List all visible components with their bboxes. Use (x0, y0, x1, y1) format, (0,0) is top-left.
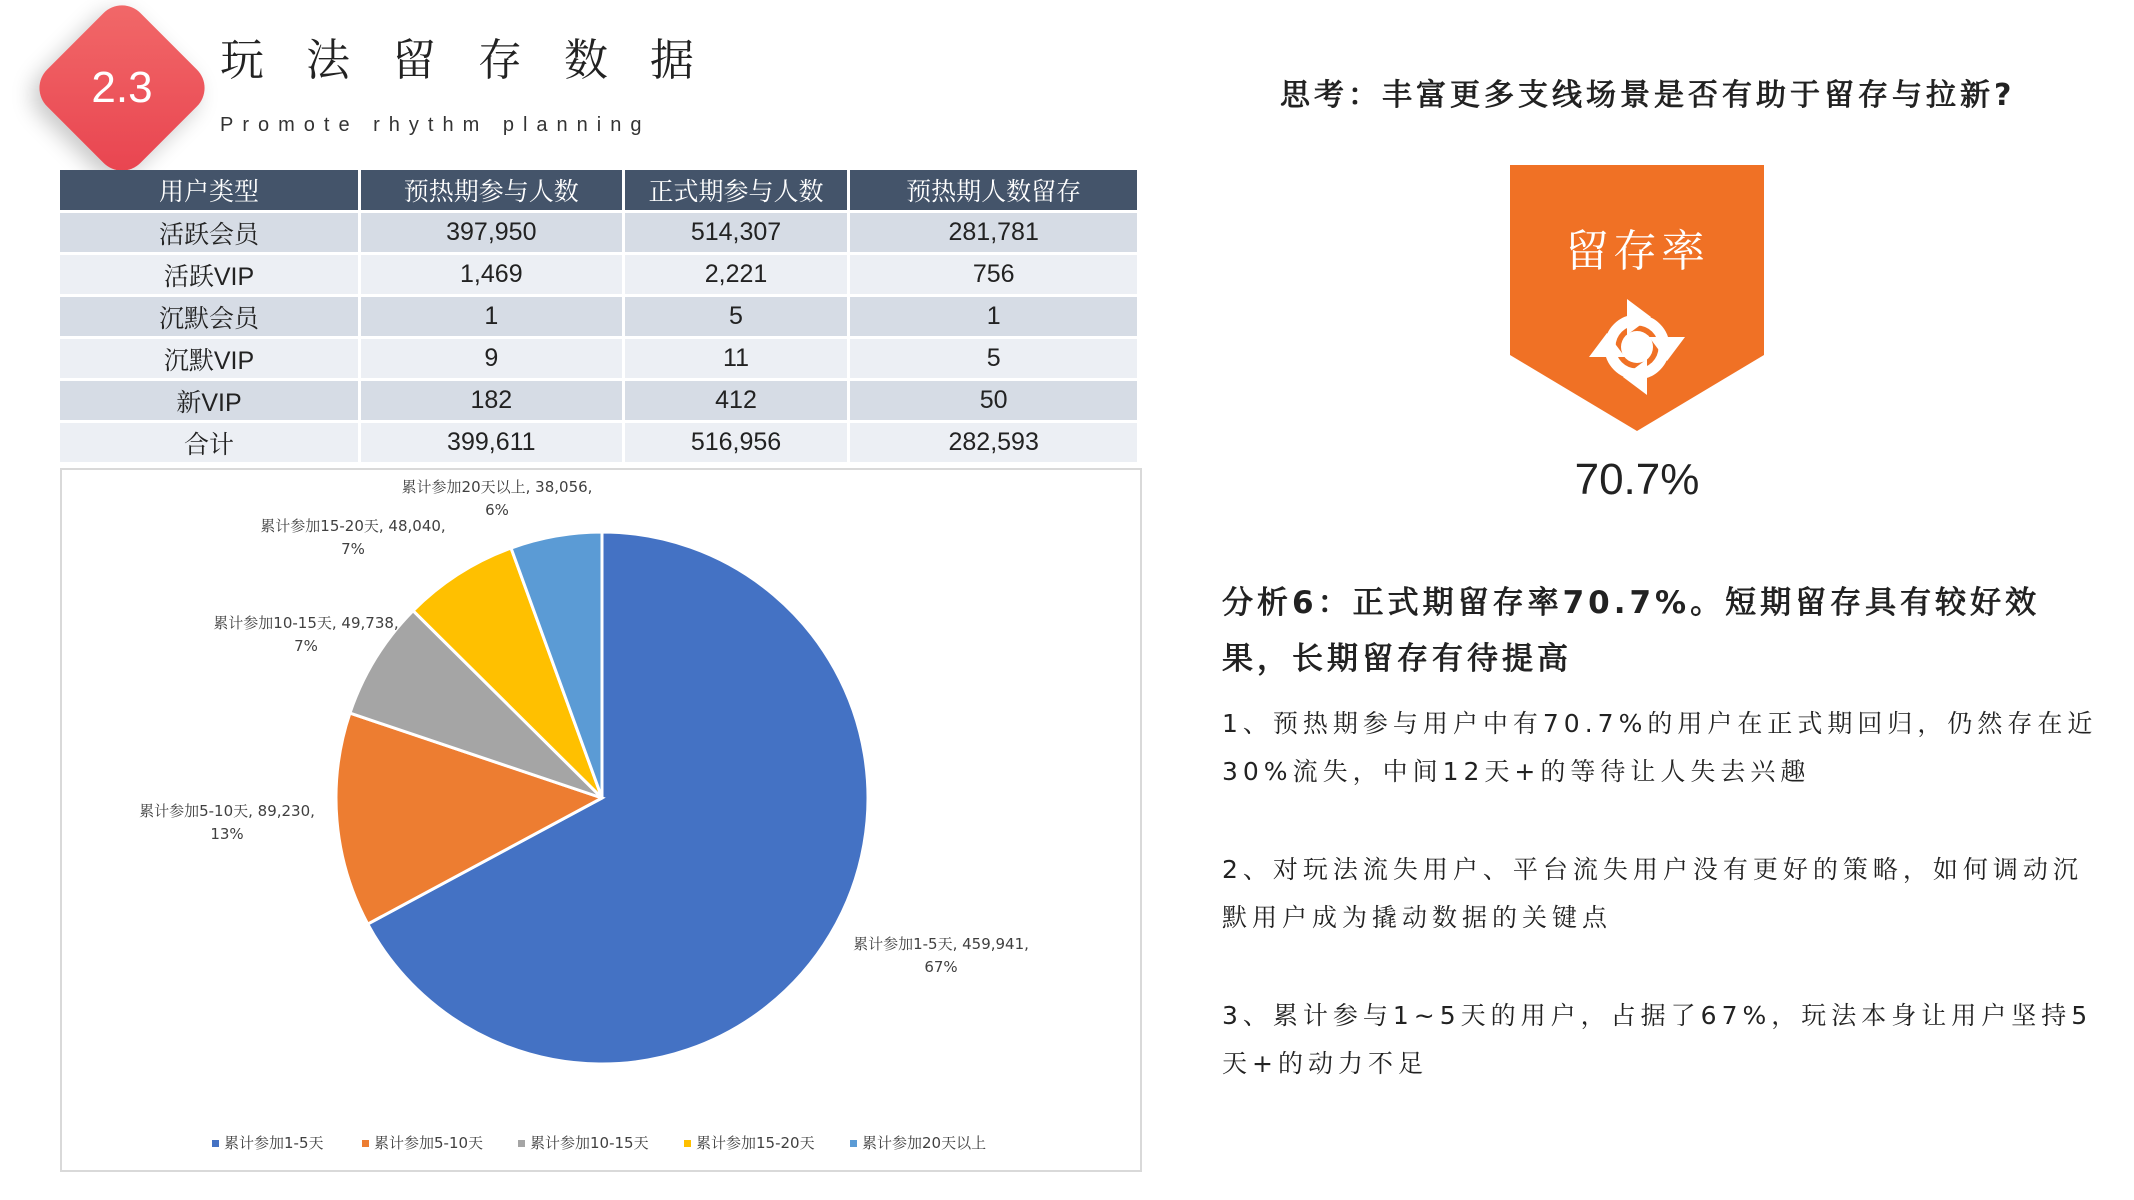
legend-item (362, 1134, 483, 1152)
retention-rate-card (1510, 165, 1764, 433)
table-row (60, 212, 1139, 254)
data-label-percent: 67% (924, 958, 958, 976)
table-cell: 1 (849, 296, 1139, 338)
table-cell: 1,469 (359, 254, 623, 296)
table-header: 预热期参与人数 (359, 170, 623, 212)
table-cell: 活跃会员 (60, 212, 359, 254)
table-cell: 9 (359, 338, 623, 380)
table-cell: 2,221 (623, 254, 849, 296)
table-row (60, 338, 1139, 380)
table-cell: 合计 (60, 422, 359, 463)
table-row (60, 254, 1139, 296)
data-label-percent: 6% (485, 501, 509, 519)
table-cell: 397,950 (359, 212, 623, 254)
data-label: 累计参加1-5天, 459,941, (853, 935, 1029, 953)
legend-item (212, 1134, 324, 1152)
table-row (60, 422, 1139, 463)
data-label: 累计参加15-20天, 48,040, (260, 517, 446, 535)
table-cell: 281,781 (849, 212, 1139, 254)
table-cell: 5 (849, 338, 1139, 380)
page-title: 玩法留存数据 (220, 35, 736, 86)
table-cell: 412 (623, 380, 849, 422)
analysis-heading: 分析6：正式期留存率70.7%。短期留存具有较好效果，长期留存有待提高 (1222, 585, 2041, 677)
legend-swatch (684, 1140, 691, 1147)
legend-label: 累计参加10-15天 (530, 1134, 649, 1152)
table-cell: 282,593 (849, 422, 1139, 463)
legend-item (850, 1134, 986, 1152)
data-label: 累计参加10-15天, 49,738, (213, 614, 399, 632)
table-cell: 182 (359, 380, 623, 422)
table-header: 正式期参与人数 (623, 170, 849, 212)
table-header: 预热期人数留存 (849, 170, 1139, 212)
table-cell: 1 (359, 296, 623, 338)
table-cell: 11 (623, 338, 849, 380)
legend-label: 累计参加5-10天 (374, 1134, 484, 1152)
question-heading: 思考：丰富更多支线场景是否有助于留存与拉新? (1280, 78, 2016, 113)
table-cell: 516,956 (623, 422, 849, 463)
legend-swatch (362, 1140, 369, 1147)
table-cell: 活跃VIP (60, 254, 359, 296)
table-row (60, 296, 1139, 338)
legend-swatch (212, 1140, 219, 1147)
legend-label: 累计参加20天以上 (862, 1134, 987, 1152)
legend-item (518, 1134, 649, 1152)
page-subtitle: Promote rhythm planning (220, 114, 651, 136)
data-label: 累计参加5-10天, 89,230, (139, 802, 315, 820)
data-label: 累计参加20天以上, 38,056, (401, 478, 593, 496)
table-row (60, 380, 1139, 422)
table-header: 用户类型 (60, 170, 359, 212)
analysis-point: 3、累计参与1~5天的用户，占据了67%，玩法本身让用户坚持5天+的动力不足 (1222, 1001, 2093, 1078)
legend-label: 累计参加1-5天 (224, 1134, 324, 1152)
legend-label: 累计参加15-20天 (696, 1134, 815, 1152)
data-label-percent: 13% (210, 825, 244, 843)
user-data-table (60, 170, 1140, 462)
analysis-point: 2、对玩法流失用户、平台流失用户没有更好的策略，如何调动沉默用户成为撬动数据的关键点 (1222, 855, 2083, 932)
data-label-percent: 7% (341, 540, 365, 558)
table-cell: 沉默会员 (60, 296, 359, 338)
retention-rate-value: 70.7% (1574, 455, 1700, 504)
retention-rate-label: 留存率 (1565, 226, 1709, 277)
legend-swatch (518, 1140, 525, 1147)
legend-item (684, 1134, 815, 1152)
table-cell: 5 (623, 296, 849, 338)
table-cell: 新VIP (60, 380, 359, 422)
table-cell: 756 (849, 254, 1139, 296)
table-cell: 514,307 (623, 212, 849, 254)
retention-card-shape (1510, 165, 1764, 431)
pie-chart-frame (60, 468, 1142, 1172)
section-number: 2.3 (91, 63, 153, 112)
table-cell: 沉默VIP (60, 338, 359, 380)
table-cell: 399,611 (359, 422, 623, 463)
legend-swatch (850, 1140, 857, 1147)
table-header-row (60, 170, 1139, 212)
analysis-point: 1、预热期参与用户中有70.7%的用户在正式期回归，仍然存在近30%流失，中间12天+的等待让人失去兴趣 (1222, 709, 2098, 786)
table-cell: 50 (849, 380, 1139, 422)
pie-chart (62, 470, 1140, 1170)
data-label-percent: 7% (294, 637, 318, 655)
